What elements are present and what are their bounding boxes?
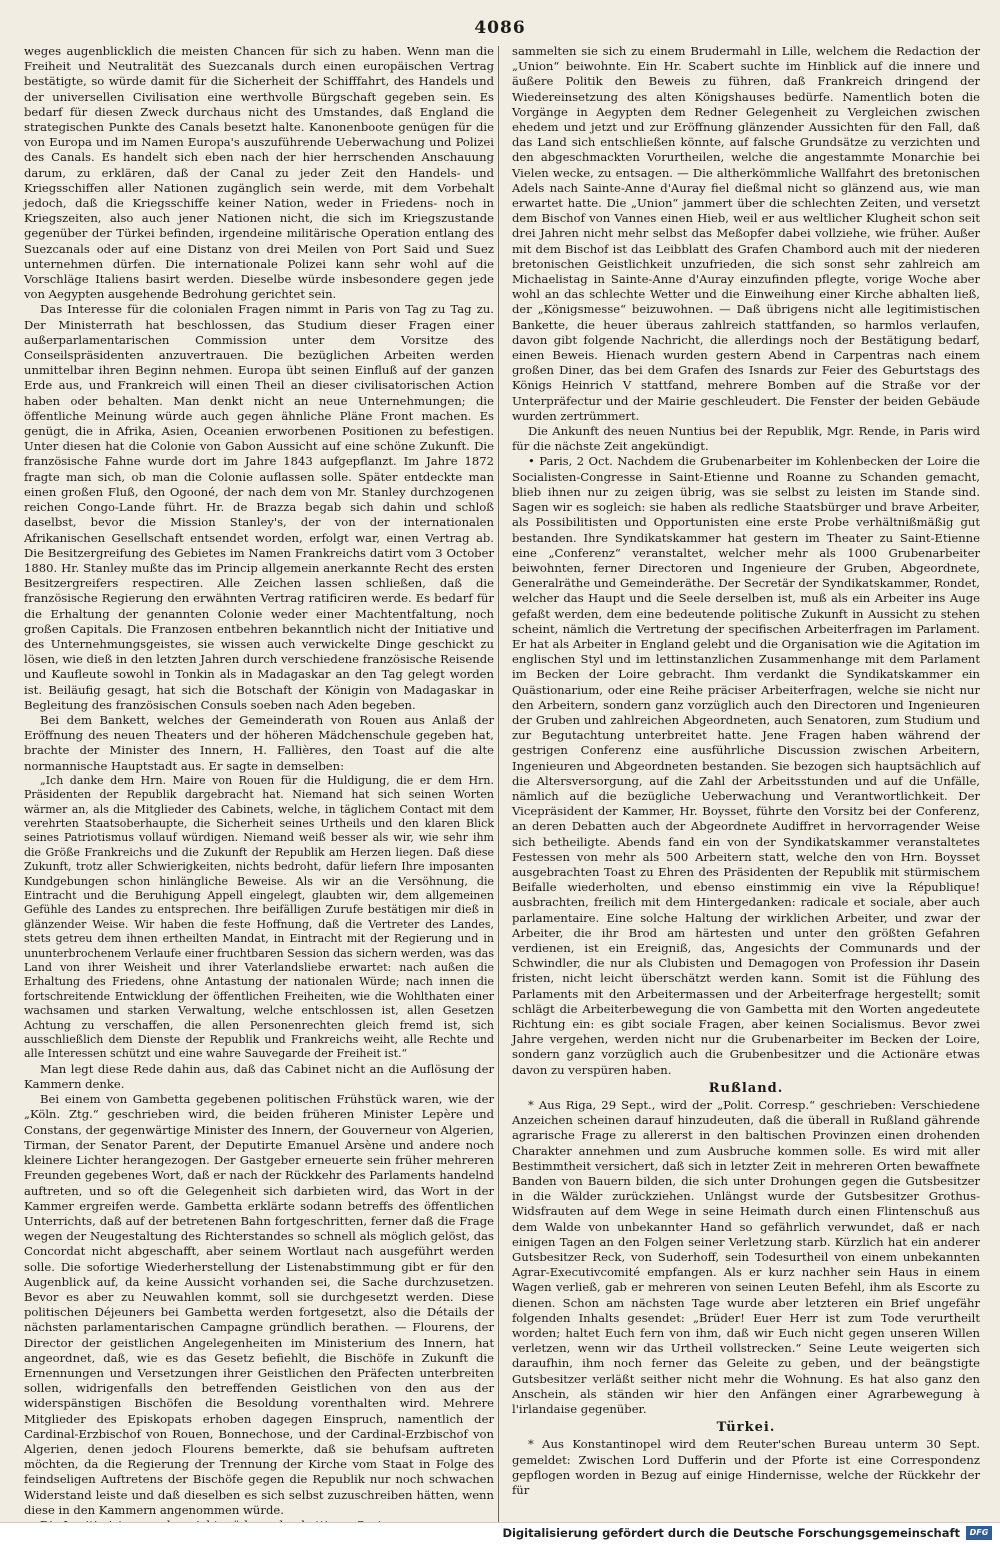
footer-bar — [0, 1522, 1000, 1544]
footer-credit: Digitalisierung gefördert durch die Deutsche Forschungsgemeinschaft — [502, 1526, 960, 1540]
section-heading-russland: Rußland. — [708, 1080, 784, 1096]
paragraph-lille-banquet: sammelten sie sich zu einem Brudermahl in Lille, welchem die Redaction der „Union“ beiwohnte. Ein Hr. Scabert suchte im Hinblick auf die innere und äußere Politik den Beweis zu führen, daß Frankreich dringend der Wiedereinsetzung des alten Königshauses bedürfe. Namentlich boten die Vorgänge in Aegypten dem Redner Gelegenheit zu Vergleichen zwischen ehedem und jetzt und zur Eröffnung glänzender Aussichten für den Fall, daß das Land sich entschließen könnte, auf falsche Grundsätze zu verzichten und den abgeschmackten Vorurtheilen, welche die angestammte Monarchie bei Vielen wecke, zu entsagen. — Die altherkömmliche Wallfahrt des bretonischen Adels nach Sainte-Anne d'Auray fiel dießmal nicht so glänzend aus, wie man erwartet hatte. Die „Union“ jammert über die schlechten Zeiten, und versetzt dem Bischof von Vannes einen Hieb, weil er aus weltlicher Klugheit schon seit drei Jahren nicht mehr selbst das Meßopfer dabei vollziehe, wie früher. Außer mit dem Bischof ist das Leibblatt des Grafen Chambord auch mit der niederen bretonischen Geistlichkeit unzufrieden, die sich sonst sehr zahlreich am Michaelistag in Sainte-Anne d'Auray einzufinden pflegte, vorige Woche aber wohl an das schlechte Wetter und die Einweihung einer Kirche abhalten ließ, der „Königsmesse“ beizuwohnen. — Daß übrigens nicht alle legitimistischen Bankette, die heuer überaus zahlreich stattfanden, so harmlos verlaufen, davon gibt folgende Nachricht, die allerdings noch der Bestätigung bedarf, einen Beweis. Hienach wurden gestern Abend in Carpentras nach einem großen Diner, das bei dem Grafen des Isnards zur Feier des Geburtstags des Königs Heinrich V stattfand, mehrere Bomben auf die Straße vor der Unterpräfectur und der Mairie geschleudert. Die Fenster der beiden Gebäude wurden zertrümmert. — [512, 44, 980, 423]
paragraph-konstantinopel: * Aus Konstantinopel wird dem Reuter'schen Bureau unterm 30 Sept. gemeldet: Zwischen Lord Dufferin und der Pforte ist eine Correspondenz gepflogen worden in Bezug auf einige Hindernisse, welche der Rückkehr der für — [512, 1437, 980, 1498]
dfg-logo-icon: DFG — [966, 1526, 992, 1540]
paragraph-nuntius: Die Ankunft des neuen Nuntius bei der Republik, Mgr. Rende, in Paris wird für die nächste Zeit angekündigt. — [512, 424, 980, 454]
page-number: 4086 — [474, 18, 526, 38]
paragraph-paris-miners: • Paris, 2 Oct. Nachdem die Grubenarbeiter im Kohlenbecken der Loire die Socialisten-Congresse in Saint-Etienne und Roanne zu Schanden gemacht, blieb ihnen nur zu zeigen übrig, was sie selbst zu leisten im Stande sind. Sagen wir es sogleich: sie haben als redliche Staatsbürger und brave Arbeiter, als Possibilitisten und Opportunisten eine erste Probe verhältnißmäßig gut bestanden. Ihre Syndikatskammer hat gestern im Theater zu Saint-Etienne eine „Conferenz“ veranstaltet, welcher mehr als 1000 Grubenarbeiter beiwohnten, ferner Directoren und Ingenieure der Gruben, Abgeordnete, Generalräthe und Gemeinderäthe. Der Secretär der Syndikatskammer, Rondet, welcher das Haupt und die Seele derselben ist, muß als ein Arbeiter ins Auge gefaßt werden, dem eine bedeutende politische Zukunft in Aussicht zu stehen scheint, nämlich die Vertretung der specifischen Arbeiterfragen im Parlament. Er hat als Arbeiter in England gelebt und die Organisation wie die Agitation im englischen Styl und im lettinstanzlichen Zusammenhange mit dem Parlament im Becken der Loire gebracht. Ihm verdankt die Syndikatskammer ein Quästionarium, oder eine Reihe präciser Arbeiterfragen, welche sie nicht nur den Arbeitern, sondern ganz vorzüglich auch den Directoren und Ingenieuren der Gruben und zahlreichen Abgeordneten, auch Senatoren, zum Studium und zur Begutachtung unterbreitet hatte. Jene Fragen haben während der gestrigen Conferenz eine ausführliche Discussion zwischen Arbeitern, Ingenieuren und Abgeordneten bestanden. Sie bezogen sich hauptsächlich auf die Altersversorgung, auf die Zahl der Arbeitsstunden und auf die Unfälle, nämlich auf die bezügliche Ueberwachung und Verantwortlichkeit. Der Vicepräsident der Kammer, Hr. Boysset, führte den Vorsitz bei der Conferenz, an deren Debatten auch der Abgeordnete Audiffret in hervorragender Weise sich betheiligte. Abends fand ein von der Syndikatskammer veranstaltetes Festessen von mehr als 500 Arbeitern statt, welche den von Hrn. Boysset ausgebrachten Toast zu Ehren des Präsidenten der Republik mit stürmischem Beifalle wiederholten, und ebenso einstimmig ein vive la République! ausbrachten, freilich mit dem Hintergedanken: radicale et sociale, aber auch parlamentaire. Eine solche Haltung der wirklichen Arbeiter, und zwar der Arbeiter, die ihr Brod am härtesten und unter den größten Gefahren verdienen, ist ein Ereigniß, das, Angesichts der Communards und der Schwindler, die nur als Clubisten und Demagogen von Profession ihr Dasein fristen, nicht leicht überschätzt werden kann. Somit ist die Fühlung des Parlaments mit den Arbeitermassen und der Arbeiterfrage hergestellt; somit schlägt die Arbeiterbewegung die von Gambetta mit den Worten angedeutete Richtung ein: es gibt sociale Fragen, aber keinen Socialismus. Bevor zwei Jahre vergehen, werden nicht nur die Grubenarbeiter im Becken der Loire, sondern ganz vorzüglich auch die Grubenbesitzer und die Actionäre etwas davon zu verspüren haben. — [512, 454, 980, 1077]
paragraph-suez: weges augenblicklich die meisten Chancen für sich zu haben. Wenn man die Freiheit und Neutralität des Suezcanals durch einen europäischen Vertrag bestätigte, so würde damit für die Sicherheit der Schifffahrt, des Handels und der universellen Civilisation eine werthvolle Bürgschaft gegeben sein. Es bedarf für diesen Zweck durchaus nicht des Umstandes, daß England die strategischen Punkte des Canals besetzt halte. Kanonenboote genügen für die von Europa und im Namen Europa's auszuführende Ueberwachung und Polizei des Canals. Es handelt sich eben nach der hier herrschenden Anschauung darum, zu erklären, daß der Canal zu jeder Zeit den Handels- und Kriegsschiffen aller Nationen zugänglich sein werde, mit dem Vorbehalt jedoch, daß die Kriegsschiffe keiner Nation, weder in Friedens- noch in Kriegszeiten, also auch jener Nationen nicht, die sich im Kriegszustande gegenüber der Türkei befinden, irgendeine militärische Operation entlang des Suezcanals oder auf eine Distanz von drei Meilen von Port Said und Suez unternehmen dürfen. Die internationale Polizei kann sehr wohl auf die Vorschläge Italiens basirt werden. Dieselbe würde insbesondere gegen jede von Aegypten ausgehende Bedrohung gerichtet sein. — [24, 44, 494, 302]
left-column — [24, 44, 494, 1533]
paragraph-gambetta: Bei einem von Gambetta gegebenen politischen Frühstück waren, wie der „Köln. Ztg.“ geschrieben wird, die beiden früheren Minister Lepère und Constans, der gegenwärtige Minister des Innern, der Gouverneur von Algerien, Tirman, der Senator Parent, der Deputirte Emanuel Arsène und andere noch kleinere Lichter herangezogen. Der Gastgeber erneuerte sein früher mehreren Freunden gegebenes Wort, daß er nach der Rückkehr des Parlaments handelnd auftreten, und so oft die Gelegenheit sich darbieten wird, das Wort in der Kammer ergreifen werde. Gambetta erklärte sodann betreffs des öffentlichen Unterrichts, daß auf der betretenen Bahn fortgeschritten, ferner daß die Frage wegen der Neugestaltung des Richterstandes so schnell als möglich gelöst, das Concordat nicht abgeschafft, aber seinem Wortlaut nach ausgeführt werden solle. Die sofortige Wiederherstellung der Listenabstimmung gibt er für den Augenblick auf, da keine Aussicht vorhanden sei, die Sache durchzusetzen. Bevor es aber zu Neuwahlen kommt, soll sie durchgesetzt werden. Diese politischen Déjeuners bei Gambetta werden fortgesetzt, also die Détails der nächsten parlamentarischen Campagne gründlich berathen. — Flourens, der Director der geistlichen Angelegenheiten im Ministerium des Innern, hat angeordnet, daß, wie es das Gesetz befiehlt, die Bischöfe in Zukunft die Ernennungen und Versetzungen ihrer Geistlichen den Präfecten unterbreiten sollen, widrigenfalls den betreffenden Geistlichen von den aus der widerspänstigen Bischöfen die Besoldung vorenthalten wird. Mehrere Mitglieder des Episkopats erhoben dagegen Einspruch, namentlich der Cardinal-Erzbischof von Rouen, Bonnechose, und der Cardinal-Erzbischof von Algerien, denen jedoch Flourens bemerkte, daß sie behufsam auftreten möchten, da die Regierung der Trennung der Kirche vom Staat in Folge des feindseligen Auftretens der Bischöfe gegen die Republik nur noch schwachen Widerstand leiste und daß dieselben es sich selbst zuzuschreiben hätten, wenn diese in den Kammern angenommen würde. — [24, 1092, 494, 1517]
paragraph-toast-quote: „Ich danke dem Hrn. Maire von Rouen für die Huldigung, die er dem Hrn. Präsidenten der Republik dargebracht hat. Niemand hat sich seinen Worten wärmer an, als die Mitglieder des Cabinets, welche, in täglichem Contact mit dem verehrten Staatsoberhaupte, die Sicherheit seines Urtheils und den klaren Blick seines Patriotismus vollauf würdigen. Niemand weiß besser als wir, wie sehr ihm die Größe Frankreichs und die Zukunft der Republik am Herzen liegen. Daß diese Zukunft, trotz aller Schwierigkeiten, nichts bedroht, dafür liefern Ihre imposanten Kundgebungen schon hinlängliche Beweise. Als wir an die Versöhnung, die Eintracht und die Beruhigung Appell eingelegt, glaubten wir, dem allgemeinen Gefühle des Landes zu entsprechen. Ihre beifälligen Zurufe bestätigen mir dieß in glänzender Weise. Wir haben die feste Hoffnung, daß die Vertreter des Landes, stets getreu dem ihnen ertheilten Mandat, in Eintracht mit der Regierung und in ununterbrochenem Verlaufe einer fruchtbaren Session das sichern werden, was das Land von ihrer Weisheit und ihrer Vaterlandsliebe erwartet: nach außen die Erhaltung des Friedens, ohne Antastung der nationalen Würde; nach innen die fortschreitende Entwicklung der öffentlichen Freiheiten, wie die Wohlthaten einer wachsamen und starken Verwaltung, welche entschlossen ist, allen Gesetzen Achtung zu verschaffen, die allen Personenrechten gleich fremd ist, sich ausschließlich dem Dienste der Republik und Frankreichs weiht, alle Rechte und alle Interessen schützt und eine wahre Sauvegarde der Freiheit ist.“ — [24, 773, 494, 1061]
column-divider — [498, 46, 499, 1526]
paragraph-speech-interpretation: Man legt diese Rede dahin aus, daß das Cabinet nicht an die Auflösung der Kammern denke. — [24, 1061, 494, 1092]
paragraph-rouen-banquet: Bei dem Bankett, welches der Gemeinderath von Rouen aus Anlaß der Eröffnung des neuen Theaters und der höheren Mädchenschule gegeben hat, brachte der Minister des Innern, H. Fallières, den Toast auf die alte normannische Hauptstadt aus. Er sagte in demselben: — [24, 712, 494, 773]
section-heading-tuerkei: Türkei. — [716, 1420, 776, 1436]
paragraph-colonial: Das Interesse für die colonialen Fragen nimmt in Paris von Tag zu Tag zu. Der Ministerrath hat beschlossen, das Studium dieser Fragen einer außerparlamentarischen Commission unter dem Vorsitze des Conseilspräsidenten anzuvertrauen. Die bezüglichen Arbeiten werden unmittelbar ihren Beginn nehmen. Europa übt seinen Einfluß auf der ganzen Erde aus, und Frankreich will einen Theil an dieser civilisatorischen Action haben oder behalten. Man denkt nicht an neue Unternehmungen; die öffentliche Meinung würde auch gegen ähnliche Pläne Front machen. Es genügt, die in Afrika, Asien, Oceanien erworbenen Positionen zu befestigen. Unter diesen hat die Colonie von Gabon Aussicht auf eine schöne Zukunft. Die französische Fahne wurde dort im Jahre 1843 aufgepflanzt. Im Jahre 1872 fragte man sich, ob man die Colonie auflassen solle. Später entdeckte man einen großen Fluß, den Ogooné, der nach dem von Mr. Stanley durchzogenen reichen Congo-Lande führt. Hr. de Brazza begab sich dahin und schloß daselbst, bevor die Mission Stanley's, der von der internationalen Afrikanischen Gesellschaft entsendet worden, erfolgt war, einen Vertrag ab. Die Besitzergreifung des Gebietes im Namen Frankreichs datirt vom 3 October 1880. Hr. Stanley mußte das im Princip allgemein anerkannte Recht des ersten Besitzergreifers respectiren. Alle Zeichen lassen schließen, daß die französische Regierung den erwähnten Vertrag ratificiren werde. Es bedarf für die Erhaltung der genannten Colonie weder einer Machtentfaltung, noch großen Capitals. Die Franzosen entbehren bekanntlich nicht der Initiative und des Unternehmungsgeistes, sie wissen auch verwickelte Dinge geschickt zu lösen, wie dieß in den letzten Jahren durch verschiedene französische Reisende und Kaufleute sowohl in Tonkin als in Madagaskar an den Tag gelegt worden ist. Beiläufig gesagt, hat sich die Botschaft der Königin von Madagaskar in Begleitung des französischen Consuls soeben nach Aden begeben. — [24, 302, 494, 712]
paragraph-riga: * Aus Riga, 29 Sept., wird der „Polit. Corresp.“ geschrieben: Verschiedene Anzeichen scheinen darauf hinzudeuten, daß die überall in Rußland gährende agrarische Frage zu allererst in den baltischen Provinzen einen drohenden Charakter annehmen und zum Ausbruche kommen solle. Es wird mit aller Bestimmtheit versichert, daß sich in letzter Zeit in mehreren Orten bewaffnete Banden von Bauern bilden, die sich unter Drohungen gegen die Gutsbesitzer in die Wälder zurückziehen. Unlängst wurde der Gutsbesitzer Grothus-Widsfrauten auf dem Wege in seine Heimath durch einen Flintenschuß aus dem Walde von unbekannter Hand so gefährlich verwundet, daß er nach einigen Tagen an den Folgen seiner Verletzung starb. Kürzlich hat ein anderer Gutsbesitzer Reck, von Suderhoff, sein Todesurtheil von einem unbekannten Agrar-Executivcomité empfangen. Als er kurz nachher sein Haus in einem Wagen verließ, gab er mehreren von seinen Leuten Befehl, ihm als Escorte zu dienen. Schon am nächsten Tage wurde aber letzteren ein Brief ungefähr folgenden Inhalts gesendet: „Brüder! Euer Herr ist zum Tode verurtheilt worden; haltet Euch fern von ihm, daß wir Euch nicht gegen unseren Willen verletzen, wenn wir das Urtheil vollstrecken.“ Seine Leute weigerten sich daraufhin, ihm noch ferner das Geleite zu geben, und der beängstigte Gutsbesitzer verläßt seither nicht mehr die Wohnung. Es hat also ganz den Anschein, als ständen wir hier den Anfängen einer Agrarbewegung à l'irlandaise gegenüber. — [512, 1098, 980, 1417]
right-column — [512, 44, 980, 1498]
